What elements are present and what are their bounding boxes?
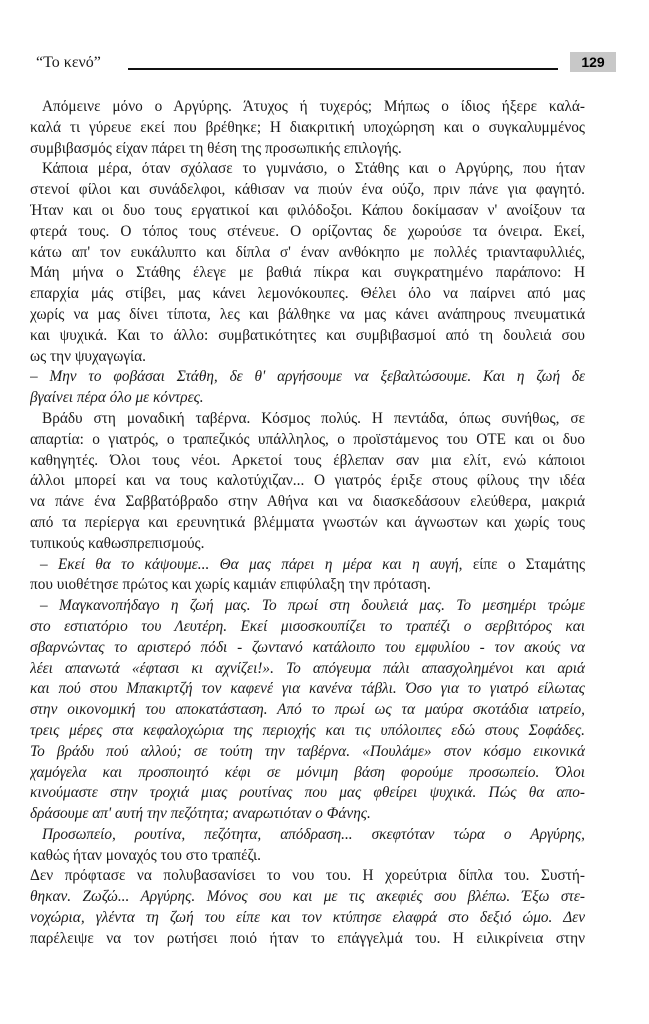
text-line: τυπικούς καθωσπρεπισμούς. xyxy=(30,534,205,552)
speech-attribution: είπε ο Σταμάτης xyxy=(472,555,585,573)
text-line: και πού στου Μπακιρτζή τον καφενέ για κανένα τάβλι. Όσο για το γιατρό είλωτας xyxy=(30,680,585,698)
text-line: φτερά τους. Ο τόπος τους στένευε. Ο ορίζοντας δε χωρούσε τα όνειρα. Εκεί, xyxy=(30,222,585,240)
text-line: – Μην το φοβάσαι Στάθη, δε θ' αργήσουμε να ξεβαλτώσουμε. Και η ζωή δε xyxy=(30,368,585,386)
text-line: χαμόγελα και προσποιητό κέφι σε μόνιμη βάση φορούμε προσωπείο. Όλοι xyxy=(30,763,585,781)
text-line: συμβιβασμός είχαν πάρει τη θέση της προσωπικής επιλογής. xyxy=(30,139,402,157)
text-line: κινούμαστε στην τροχιά μιας ρουτίνας που μας φθείρει ψυχικά. Πώς θα απο- xyxy=(30,784,585,802)
text-line: απαρτία: ο γιατρός, ο τραπεζικός υπάλληλος, ο προϊστάμενος του ΟΤΕ και οι δυο xyxy=(30,430,585,448)
text-line: Κάποια μέρα, όταν σχόλασε το γυμνάσιο, ο Στάθης και ο Αργύρης, που ήταν xyxy=(42,160,585,178)
text-line: στενοί φίλοι και συνάδελφοι, κάθισαν να πιούν ένα ούζο, πριν πάνε για φαγητό. xyxy=(30,181,585,199)
text-line: στην οικονομική του αποκατάσταση. Από το πρωί ως τα μαύρα σκοτάδια ιατρείο, xyxy=(30,701,585,719)
page-header xyxy=(30,48,605,78)
text-line: Μάη μήνα ο Στάθης έλεγε με βαθιά πίκρα και συγκρατημένο παράπονο: Η xyxy=(30,264,585,282)
text-line: Ήταν και οι δυο τους εργατικοί και φιλόδοξοι. Κάπου δοκίμασαν ν' ανοίξουν τα xyxy=(30,201,585,219)
text-line: άλλοι μπορεί και να τους καλοτύχιζαν... Ο γιατρός έριξε στους φίλους την ιδέα xyxy=(30,472,585,490)
text-line: Δεν πρόφτασε να πολυβασανίσει το νου του. Η χορεύτρια δίπλα του. Συστή- xyxy=(30,867,585,885)
text-line: Απόμεινε μόνο ο Αργύρης. Άτυχος ή τυχερός; Μήπως ο ίδιος ήξερε καλά- xyxy=(42,98,585,115)
text-line: τρεις μέρες στα κεφαλοχώρια της περιοχής και τις υπόλοιπες εδώ στους Σοφάδες. xyxy=(30,721,585,739)
running-title: “Το κενό” xyxy=(36,54,101,71)
text-line: Το βράδυ πού αλλού; σε τούτη την ταβέρνα. «Πουλάμε» στον κόσμο εικονικά xyxy=(30,742,585,760)
text-line: σβαρνώντας το αριστερό πόδι - ζωντανό κατάλοιπο του εμφυλίου - τον ακούς να xyxy=(30,638,585,656)
text-line: βγαίνει πέρα όλο με κόντρες. xyxy=(30,389,204,407)
text-line: λέει απανωτά «έφτασι κι αχνίζει!». Το απόγευμα πάλι απασχολημένοι και αριά xyxy=(30,659,585,677)
body-text xyxy=(30,97,585,950)
text-line: που υιοθέτησε πρώτος και χωρίς καμιάν επιφύλαξη την πρόταση. xyxy=(30,576,431,594)
text-line: χωρίς να μας δίνει τίποτα, λες και βάλθηκε να μας κάνει ανάπηρους πνευματικά xyxy=(30,305,585,323)
text-line: – Μαγκανοπήδαγο η ζωή μας. Το πρωί στη δουλειά μας. Το μεσημέρι τρώμε xyxy=(40,597,585,615)
text-line-mixed xyxy=(30,555,585,576)
header-rule xyxy=(128,68,558,70)
text-line: να πάνε ένα Σαββατόβραδο στην Αθήνα και να διασκεδάσουν ελεύθερα, μακριά xyxy=(30,493,585,511)
text-line: καθώς ήταν μοναχός του στο τραπέζι. xyxy=(30,846,261,864)
text-line: καθηγητές. Όλοι τους νέοι. Αρκετοί τους έβλεπαν σαν μια ελίτ, ενώ κάποιοι xyxy=(30,451,585,469)
text-line: παρέλειψε να τον ρωτήσει ποιό ήταν το επάγγελμά του. Η ειλικρίνεια στην xyxy=(30,929,585,947)
text-line: νοχώρια, γλέντα τη ζωή του είπε και τον κτύπησε ελαφρά στο δεξιό ώμο. Δεν xyxy=(30,909,585,927)
text-line: και ψυχικά. Και το άλλο: συμβατικότητες και συμβιβασμοί από τη δουλειά σου xyxy=(30,326,585,344)
page-number: 129 xyxy=(570,52,616,72)
text-line: κάτω απ' τον ευκάλυπτο και δίπλα σ' έναν ανθόκηπο με πολλές τριανταφυλλιές, xyxy=(30,243,585,261)
text-line: στο εστιατόριο του Λευτέρη. Εκεί μισοσκουπίζει το τραπέζι ο σερβιτόρος και xyxy=(30,617,585,635)
text-line: ως την ψυχαγωγία. xyxy=(30,347,146,365)
text-line: επαρχία μάς στίβει, μας κάνει λεμονόκουπες. Θέλει όλο να παίρνει από μας xyxy=(30,285,585,303)
text-line: από τα περίεργα και ερευνητικά βλέμματα γνωστών και άγνωστων και χωρίς τους xyxy=(30,513,585,531)
text-line: καλά τι γύρευε εκεί που βρέθηκε; Η διακριτική υποχώρηση και ο συγκαλυμμένος xyxy=(30,118,585,136)
text-line: θηκαν. Ζωζώ... Αργύρης. Μόνος σου και με τις ακεφιές σου βλέπω. Έξω στε- xyxy=(30,888,585,906)
text-line: Προσωπείο, ρουτίνα, πεζότητα, απόδραση... σκεφτόταν τώρα ο Αργύρης, xyxy=(42,825,585,843)
text-line: Βράδυ στη μοναδική ταβέρνα. Κόσμος πολύς. Η πεντάδα, όπως συνήθως, σε xyxy=(42,409,585,427)
italic-dialogue: – Εκεί θα το κάψουμε... Θα μας πάρει η μέρα και η αυγή, xyxy=(40,555,463,573)
text-line: δράσουμε απ' αυτή την πεζότητα; αναρωτιόταν ο Φάνης. xyxy=(30,805,371,823)
